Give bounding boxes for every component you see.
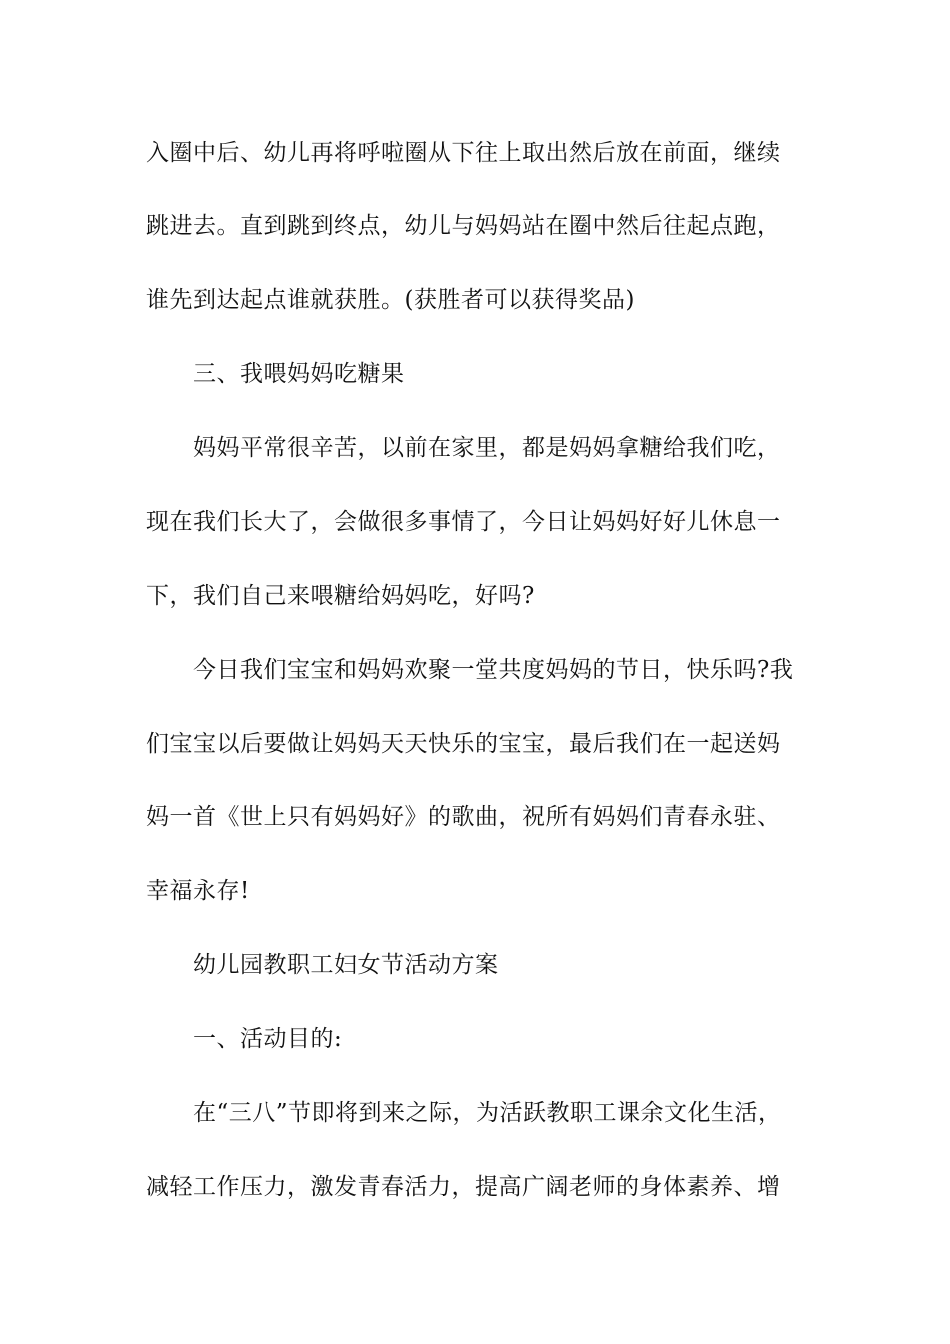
text-line-14: 在“三八”节即将到来之际，为活跃教职工课余文化生活， [193, 1100, 782, 1126]
section-heading-3: 三、我喂妈妈吃糖果 [193, 361, 405, 387]
text-line-3: 谁先到达起点谁就获胜。(获胜者可以获得奖品) [146, 287, 635, 313]
text-line-11: 幸福永存! [146, 878, 250, 904]
text-line-10: 妈一首《世上只有妈妈好》的歌曲，祝所有妈妈们青春永驻、 [146, 804, 781, 830]
document-title: 幼儿园教职工妇女节活动方案 [193, 952, 499, 978]
text-line-1: 入圈中后、幼儿再将呼啦圈从下往上取出然后放在前面，继续 [146, 140, 781, 166]
text-line-9: 们宝宝以后要做让妈妈天天快乐的宝宝，最后我们在一起送妈 [146, 731, 781, 757]
section-heading-1: 一、活动目的: [193, 1026, 343, 1052]
text-line-15: 减轻工作压力，激发青春活力，提高广阔老师的身体素养、增 [146, 1174, 781, 1200]
text-line-7: 下，我们自己来喂糖给妈妈吃，好吗? [146, 583, 535, 609]
text-line-2: 跳进去。直到跳到终点，幼儿与妈妈站在圈中然后往起点跑， [146, 213, 781, 239]
text-line-6: 现在我们长大了，会做很多事情了，今日让妈妈好好儿休息一 [146, 509, 781, 535]
text-line-8: 今日我们宝宝和妈妈欢聚一堂共度妈妈的节日，快乐吗?我 [193, 657, 794, 683]
text-line-5: 妈妈平常很辛苦，以前在家里，都是妈妈拿糖给我们吃， [193, 435, 781, 461]
